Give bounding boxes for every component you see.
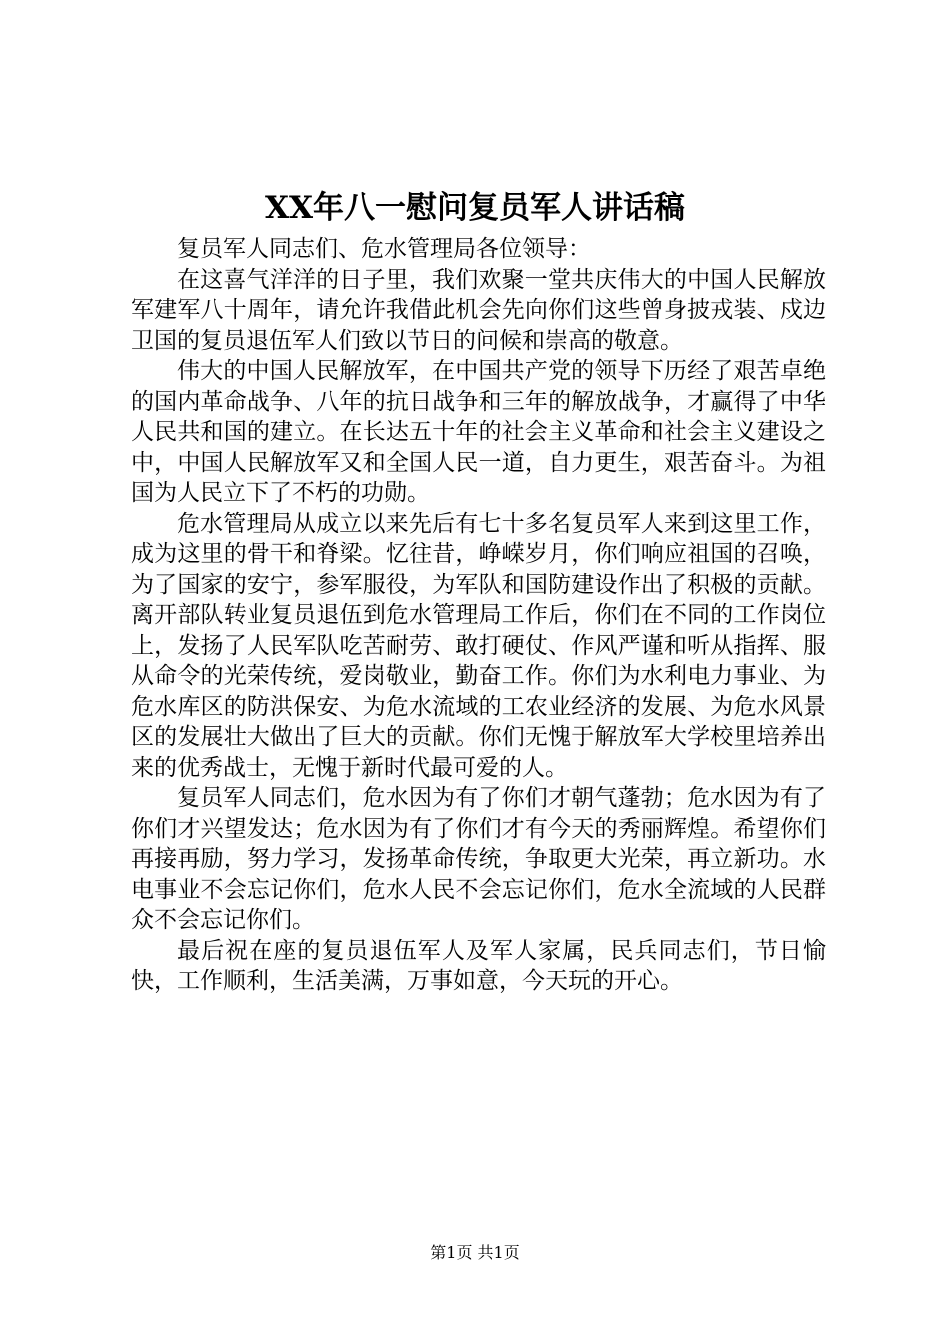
paragraph-1: 在这喜气洋洋的日子里，我们欢聚一堂共庆伟大的中国人民解放军建军八十周年，请允许我借此机会先向你们这些曾身披戎装、戍边卫国的复员退伍军人们致以节日的问候和崇高的敬意。 — [131, 266, 826, 354]
paragraph-4: 复员军人同志们，危水因为有了你们才朝气蓬勃；危水因为有了你们才兴望发达；危水因为有了你们才有今天的秀丽辉煌。希望你们再接再励，努力学习，发扬革命传统，争取更大光荣，再立新功。水电事业不会忘记你们，危水人民不会忘记你们，危水全流域的人民群众不会忘记你们。 — [131, 785, 826, 933]
page-footer: 第1页 共1页 — [430, 1243, 520, 1262]
paragraph-2: 伟大的中国人民解放军，在中国共产党的领导下历经了艰苦卓绝的国内革命战争、八年的抗日战争和三年的解放战争，才赢得了中华人民共和国的建立。在长达五十年的社会主义革命和社会主义建设之中，中国人民解放军又和全国人民一道，自力更生，艰苦奋斗。为祖国为人民立下了不朽的功勋。 — [131, 358, 826, 506]
document-body — [131, 234, 826, 997]
paragraph-5: 最后祝在座的复员退伍军人及军人家属，民兵同志们，节日愉快，工作顺利，生活美满，万事如意，今天玩的开心。 — [131, 937, 826, 994]
document-title: XX年八一慰问复员军人讲话稿 — [264, 190, 686, 226]
paragraph-3: 危水管理局从成立以来先后有七十多名复员军人来到这里工作，成为这里的骨干和脊梁。忆往昔，峥嵘岁月，你们响应祖国的召唤，为了国家的安宁，参军服役，为军队和国防建设作出了积极的贡献。离开部队转业复员退伍到危水管理局工作后，你们在不同的工作岗位上，发扬了人民军队吃苦耐劳、敢打硬仗、作风严谨和听从指挥、服从命令的光荣传统，爱岗敬业，勤奋工作。你们为水利电力事业、为危水库区的防洪保安、为危水流域的工农业经济的发展、为危水风景区的发展壮大做出了巨大的贡献。你们无愧于解放军大学校里培养出来的优秀战士，无愧于新时代最可爱的人。 — [131, 510, 826, 781]
salutation: 复员军人同志们、危水管理局各位领导： — [177, 236, 591, 262]
